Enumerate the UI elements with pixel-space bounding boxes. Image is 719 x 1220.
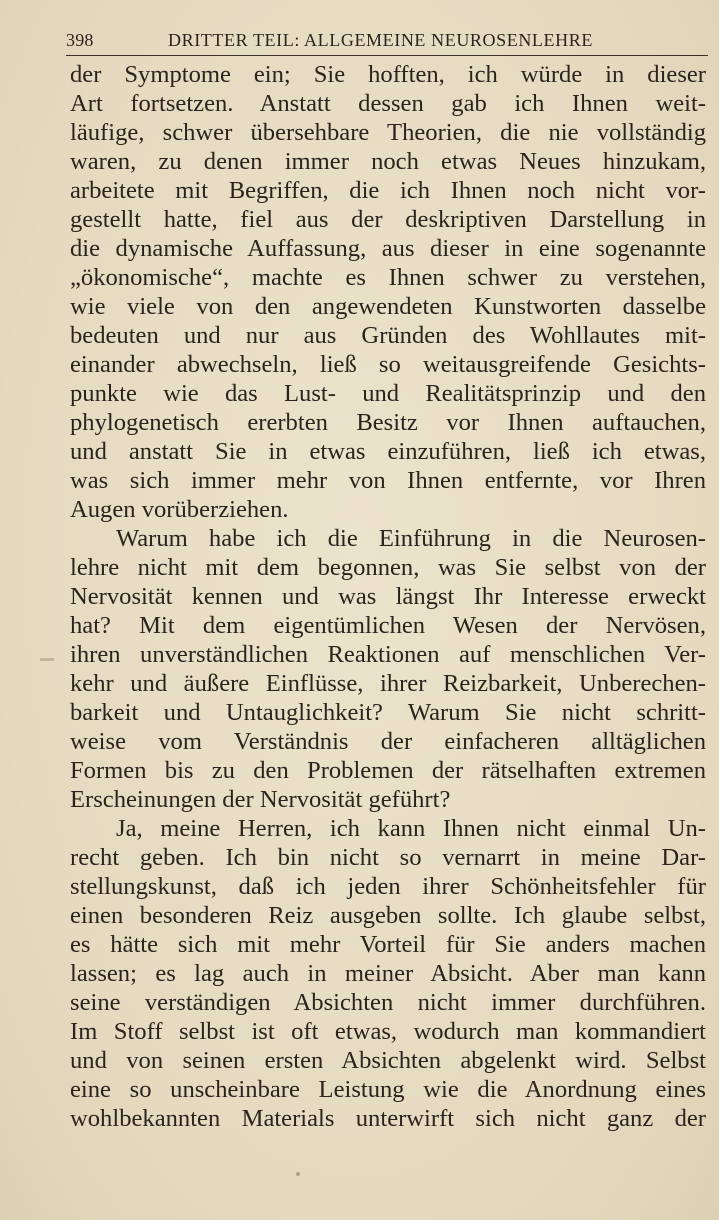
page-number: 398 xyxy=(66,30,94,50)
page-speck xyxy=(296,1172,300,1176)
text-line: die dynamische Auffassung, aus dieser in eine sogenannte xyxy=(70,235,706,262)
text-line: „ökonomische“, machte es Ihnen schwer zu verstehen, xyxy=(70,264,706,291)
text-line: Im Stoff selbst ist oft etwas, wodurch man kommandiert xyxy=(70,1018,706,1045)
paragraph xyxy=(70,60,706,524)
body-text xyxy=(70,60,706,1133)
text-line: Formen bis zu den Problemen der rätselhaften extremen xyxy=(70,757,706,784)
text-line: stellungskunst, daß ich jeden ihrer Schönheitsfehler für xyxy=(70,873,706,900)
text-line: einen besonderen Reiz ausgeben sollte. Ich glaube selbst, xyxy=(70,902,706,929)
text-line: wie viele von den angewendeten Kunstworten dasselbe xyxy=(70,293,706,320)
text-line: lassen; es lag auch in meiner Absicht. Aber man kann xyxy=(70,960,706,987)
text-line: ihren unverständlichen Reaktionen auf menschlichen Ver- xyxy=(70,641,706,668)
text-line: eine so unscheinbare Leistung wie die Anordnung eines xyxy=(70,1076,706,1103)
text-line: der Symptome ein; Sie hofften, ich würde in dieser xyxy=(70,61,706,88)
running-head xyxy=(66,28,706,54)
text-line: Art fortsetzen. Anstatt dessen gab ich Ihnen weit- xyxy=(70,90,706,117)
text-line: einander abwechseln, ließ so weitausgreifende Gesichts- xyxy=(70,351,706,378)
text-line: Nervosität kennen und was längst Ihr Interesse erweckt xyxy=(70,583,706,610)
text-line: gestellt hatte, fiel aus der deskriptiven Darstellung in xyxy=(70,206,706,233)
running-head-title: DRITTER TEIL: ALLGEMEINE NEUROSENLEHRE xyxy=(168,30,593,50)
text-line: Warum habe ich die Einführung in die Neurosen- xyxy=(116,525,706,552)
text-line: waren, zu denen immer noch etwas Neues hinzukam, xyxy=(70,148,706,175)
text-line: seine verständigen Absichten nicht immer durchführen. xyxy=(70,989,706,1016)
text-line: kehr und äußere Einflüsse, ihrer Reizbarkeit, Unberechen- xyxy=(70,670,706,697)
text-line: was sich immer mehr von Ihnen entfernte, vor Ihren xyxy=(70,467,706,494)
header-rule xyxy=(66,55,708,56)
text-line: weise vom Verständnis der einfacheren alltäglichen xyxy=(70,728,706,755)
text-line: wohlbekannten Materials unterwirft sich nicht ganz der xyxy=(70,1105,706,1132)
text-line: Augen vorüberziehen. xyxy=(70,496,289,523)
text-line: barkeit und Untauglichkeit? Warum Sie nicht schritt- xyxy=(70,699,706,726)
text-line: und anstatt Sie in etwas einzuführen, ließ ich etwas, xyxy=(70,438,706,465)
text-line: phylogenetisch ererbten Besitz vor Ihnen auftauchen, xyxy=(70,409,706,436)
text-line: arbeitete mit Begriffen, die ich Ihnen noch nicht vor- xyxy=(70,177,706,204)
paragraph xyxy=(70,524,706,814)
text-line: lehre nicht mit dem begonnen, was Sie selbst von der xyxy=(70,554,706,581)
text-line: es hätte sich mit mehr Vorteil für Sie anders machen xyxy=(70,931,706,958)
text-line: hat? Mit dem eigentümlichen Wesen der Nervösen, xyxy=(70,612,706,639)
text-line: läufige, schwer übersehbare Theorien, die nie vollständig xyxy=(70,119,706,146)
text-line: Ja, meine Herren, ich kann Ihnen nicht einmal Un- xyxy=(116,815,706,842)
text-line: Erscheinungen der Nervosität geführt? xyxy=(70,786,451,813)
text-line: bedeuten und nur aus Gründen des Wohllautes mit- xyxy=(70,322,706,349)
margin-pencil-mark xyxy=(40,658,54,661)
text-line: recht geben. Ich bin nicht so vernarrt in meine Dar- xyxy=(70,844,706,871)
paragraph xyxy=(70,814,706,1133)
text-line: punkte wie das Lust- und Realitätsprinzip und den xyxy=(70,380,706,407)
text-line: und von seinen ersten Absichten abgelenkt wird. Selbst xyxy=(70,1047,706,1074)
